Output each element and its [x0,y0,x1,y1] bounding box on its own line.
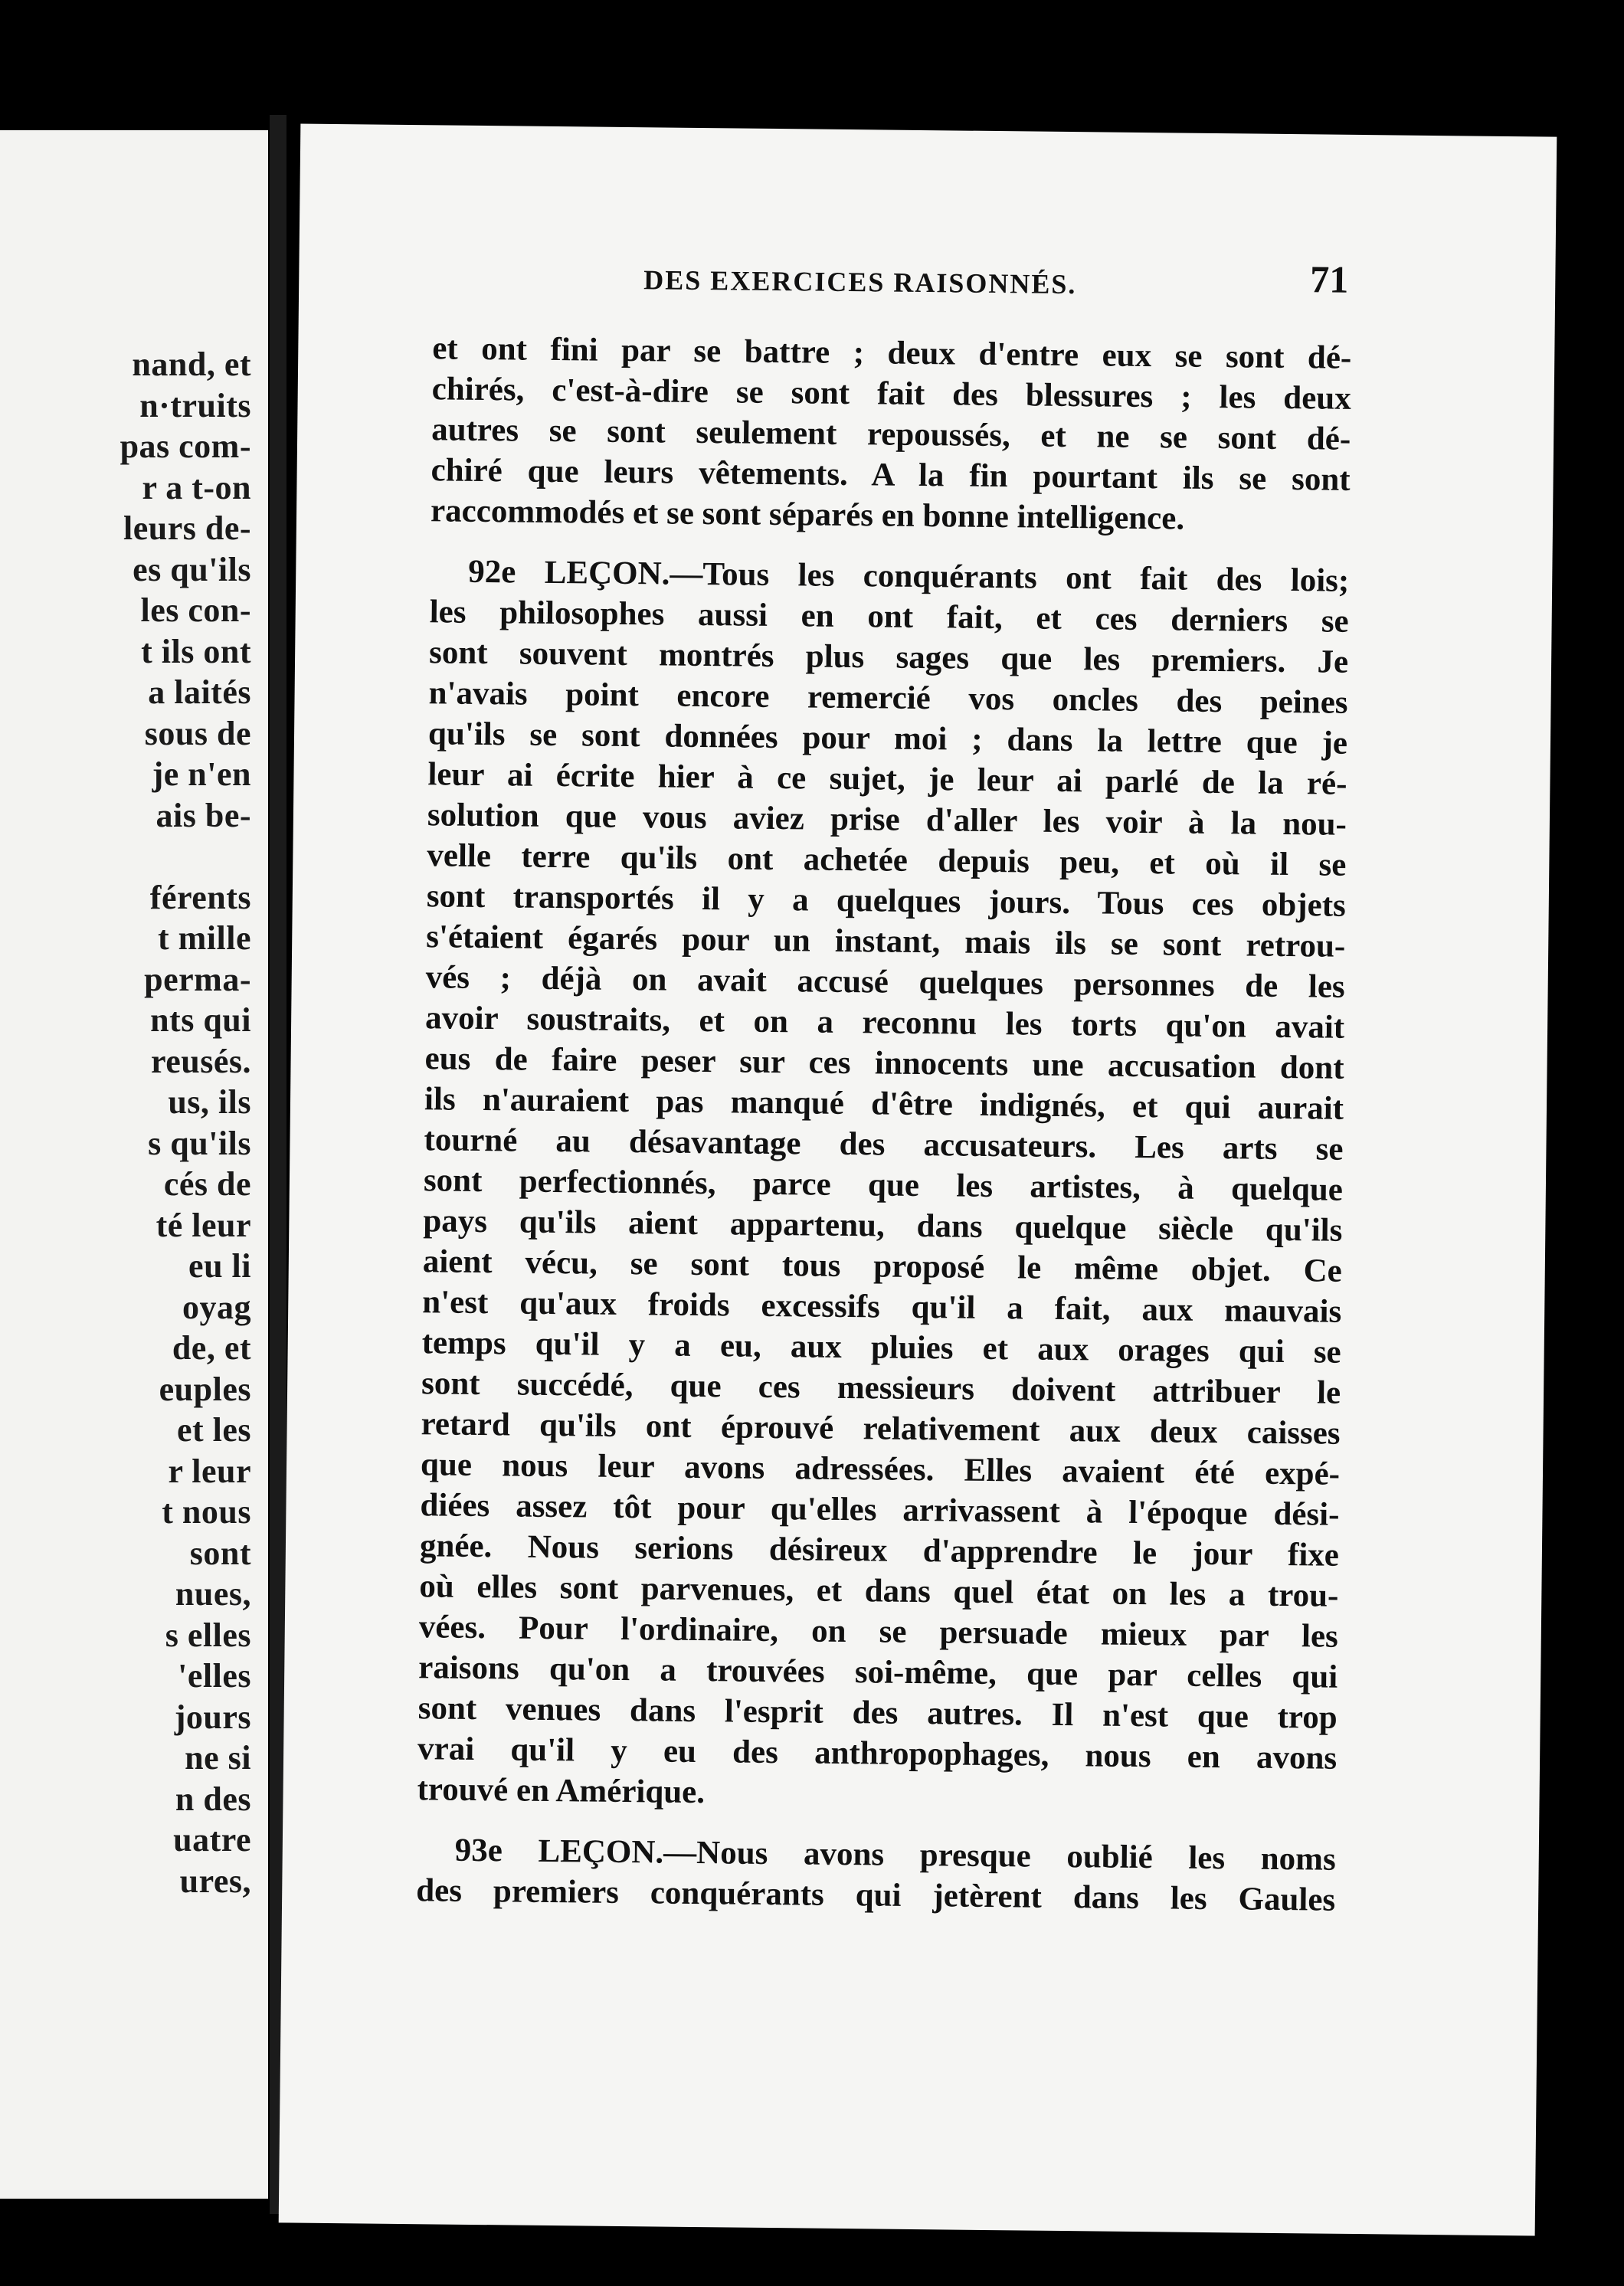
left-page-fragment: us, ils [168,1083,251,1121]
text-line: raccommodés et se sont séparés en bonne intelligence. [430,493,1185,537]
left-page-fragment: té leur [156,1206,251,1244]
text-line: n'avais point encore remercié vos oncles des peines [428,675,1348,721]
text-line: tourné au désavantage des accusateurs. Les arts se [424,1122,1344,1168]
text-line: qu'ils se sont données pour moi ; dans la lettre que je [427,716,1348,761]
left-page-fragment: eu li [188,1247,251,1285]
text-line: autres se sont seulement repoussés, et ne se sont dé- [431,411,1351,457]
left-page-fragment: de, et [172,1329,251,1367]
left-page-fragment: n·truits [139,386,251,424]
text-line: vées. Pour l'ordinaire, on se persuade mieux par les [418,1609,1339,1655]
text-line: s'étaient égarés pour un instant, mais ils se sont retrou- [426,919,1346,965]
left-page-fragment: s elles [165,1616,251,1654]
text-line: sont perfectionnés, parce que les artistes, à quelque [423,1162,1344,1208]
text-line: gnée. Nous serions désireux d'apprendre le jour fixe [419,1528,1340,1574]
right-page [279,123,1557,2235]
left-page-fragment: r leur [168,1452,251,1490]
text-line: vrai qu'il y eu des anthropophages, nous en avons [417,1731,1338,1777]
left-page-fragment: cés de [163,1165,251,1203]
text-line: n'est qu'aux froids excessifs qu'il a fait, aux mauvais [422,1284,1342,1330]
page-body [416,328,1352,1920]
text-line: sont venues dans l'esprit des autres. Il n'est que trop [417,1690,1338,1736]
left-page-fragment: jours [174,1698,251,1736]
left-page-fragment: ures, [179,1862,251,1900]
text-line: chiré que leurs vêtements. A la fin pourtant ils se sont [431,452,1351,498]
text-line: les philosophes aussi en ont fait, et ces derniers se [429,594,1349,640]
left-page-fragment: 'elles [178,1657,251,1695]
left-page-fragment: je n'en [152,755,251,793]
left-page-fragment: et les [176,1411,251,1449]
left-page-fragment: t ils ont [141,632,251,670]
left-page-fragment: es qu'ils [133,550,251,588]
left-page-fragment: a laités [148,673,251,711]
text-line: avoir soustraits, et on a reconnu les torts qu'on avait [424,1000,1345,1046]
left-page-fragment: pas com- [120,427,251,465]
text-line: retard qu'ils ont éprouvé relativement aux deux caisses [421,1406,1341,1452]
text-line: trouvé en Amérique. [417,1771,706,1811]
left-page-fragment: sont [189,1534,251,1572]
left-page-fragment: euples [159,1370,251,1408]
left-facing-page [0,130,268,2199]
left-page-fragment: s qu'ils [148,1124,251,1162]
left-page-fragment: oyag [182,1288,251,1326]
text-line: eus de faire peser sur ces innocents une accusation dont [424,1040,1344,1086]
lesson-heading-line: 92e LEÇON.—Tous les conquérants ont fait des lois; [468,553,1350,599]
text-line: où elles sont parvenues, et dans quel état on les a trou- [419,1568,1339,1614]
left-page-fragment: les con- [140,591,251,629]
text-line: diées assez tôt pour qu'elles arrivassent à l'époque dési- [420,1487,1340,1533]
left-page-fragment: nand, et [132,346,251,383]
text-line: et ont fini par se battre ; deux d'entre eux se sont dé- [432,330,1352,376]
text-line: ils n'auraient pas manqué d'être indignés, et qui aurait [424,1081,1344,1127]
text-line: temps qu'il y a eu, aux pluies et aux orages qui se [421,1325,1341,1371]
left-page-fragment: r a t-on [142,468,251,506]
text-line: pays qu'ils aient appartenu, dans quelque siècle qu'ils [423,1203,1343,1249]
text-line: velle terre qu'ils ont achetée depuis peu, et où il se [427,837,1347,883]
paragraph-lesson-92 [417,551,1349,1819]
left-page-fragment: nts qui [150,1001,251,1039]
text-line: sont succédé, que ces messieurs doivent attribuer le [421,1365,1341,1411]
left-page-fragment: ne si [185,1739,251,1777]
text-line: solution que vous aviez prise d'aller les voir à la nou- [427,797,1347,843]
running-header: DES EXERCICES RAISONNÉS. [643,264,1077,300]
paragraph-intro-continuation [431,328,1352,541]
left-page-fragment: férents [149,878,251,916]
left-page-fragment: nues, [175,1575,251,1613]
text-line: des premiers conquérants qui jetèrent dans les Gaules [416,1872,1336,1918]
text-line: que nous leur avons adressées. Elles avaient été expé- [420,1446,1341,1492]
text-line: raisons qu'on a trouvées soi-même, que par celles qui [418,1649,1338,1695]
left-page-fragment: uatre [173,1821,251,1859]
left-page-fragment: reusés. [150,1042,251,1080]
left-page-fragment: n des [175,1780,251,1818]
text-line: aient vécu, se sont tous proposé le même objet. Ce [422,1243,1343,1289]
left-page-fragment: perma- [144,960,251,998]
left-page-fragment: t nous [162,1493,251,1531]
text-line: sont transportés il y a quelques jours. Tous ces objets [426,878,1347,924]
left-page-fragment: sous de [144,714,251,752]
paragraph-lesson-93 [416,1829,1336,1921]
left-page-fragment: leurs de- [123,509,251,547]
text-line: chirés, c'est-à-dire se sont fait des blessures ; les deux [431,371,1351,417]
left-page-fragment: t mille [157,919,251,957]
page-number: 71 [1310,257,1349,301]
lesson-heading-line: 93e LEÇON.—Nous avons presque oublié les noms [454,1832,1336,1878]
text-line: vés ; déjà on avait accusé quelques personnes de les [425,959,1345,1005]
text-line: sont souvent montrés plus sages que les premiers. Je [428,634,1349,680]
text-line: leur ai écrite hier à ce sujet, je leur ai parlé de la ré- [427,756,1347,802]
left-page-fragment: ais be- [156,796,251,834]
